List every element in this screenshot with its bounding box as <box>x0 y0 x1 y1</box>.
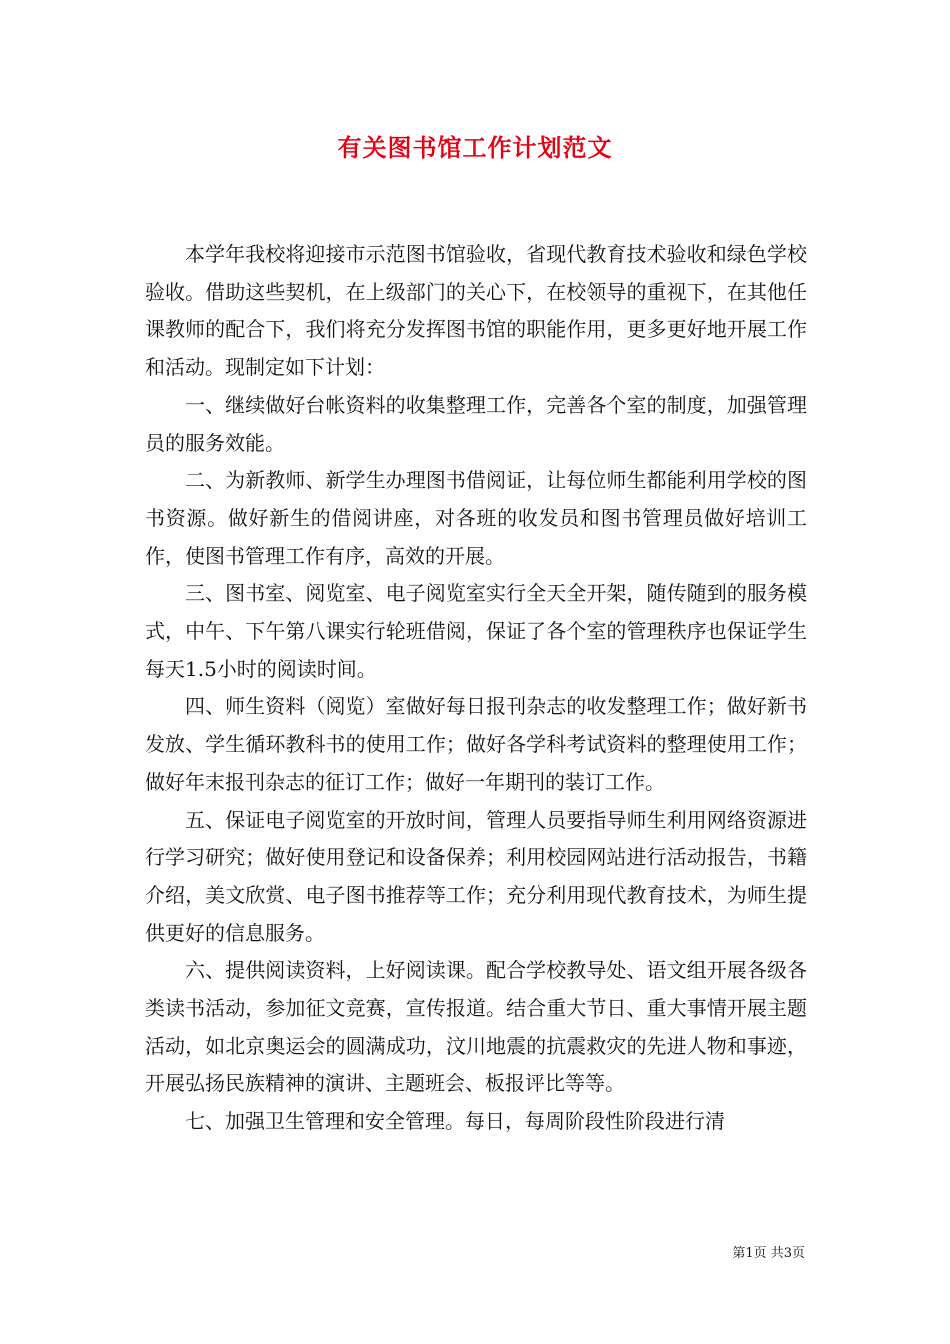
paragraph-item-5: 五、保证电子阅览室的开放时间，管理人员要指导师生利用网络资源进行学习研究；做好使用登记和设备保养；利用校园网站进行活动报告，书籍介绍，美文欣赏、电子图书推荐等工作；充分利用现代教育技术，为师生提供更好的信息服务。 <box>145 807 807 945</box>
paragraph-item-4: 四、师生资料（阅览）室做好每日报刊杂志的收发整理工作；做好新书发放、学生循环教科书的使用工作；做好各学科考试资料的整理使用工作；做好年末报刊杂志的征订工作；做好一年期刊的装订工作。 <box>145 694 807 794</box>
document-title: 有关图书馆工作计划范文 <box>337 133 613 162</box>
paragraph-item-1: 一、继续做好台帐资料的收集整理工作，完善各个室的制度，加强管理员的服务效能。 <box>145 392 807 455</box>
paragraph-intro: 本学年我校将迎接市示范图书馆验收，省现代教育技术验收和绿色学校验收。借助这些契机，在上级部门的关心下，在校领导的重视下，在其他任课教师的配合下，我们将充分发挥图书馆的职能作用，更多更好地开展工作和活动。现制定如下计划： <box>145 242 807 380</box>
paragraph-item-3: 三、图书室、阅览室、电子阅览室实行全天全开架，随传随到的服务模式，中午、下午第八课实行轮班借阅，保证了各个室的管理秩序也保证学生每天1.5小时的阅读时间。 <box>145 581 807 681</box>
paragraph-item-7: 七、加强卫生管理和安全管理。每日，每周阶段性阶段进行清 <box>185 1109 725 1134</box>
page-number-footer: 第1页 共3页 <box>732 1246 805 1261</box>
paragraph-item-6: 六、提供阅读资料，上好阅读课。配合学校教导处、语文组开展各级各类读书活动，参加征文竞赛，宣传报道。结合重大节日、重大事情开展主题活动，如北京奥运会的圆满成功，汶川地震的抗震救灾的先进人物和事迹，开展弘扬民族精神的演讲、主题班会、板报评比等等。 <box>145 958 807 1096</box>
paragraph-item-2: 二、为新教师、新学生办理图书借阅证，让每位师生都能利用学校的图书资源。做好新生的借阅讲座，对各班的收发员和图书管理员做好培训工作，使图书管理工作有序，高效的开展。 <box>145 468 807 568</box>
document-body <box>145 236 807 1141</box>
